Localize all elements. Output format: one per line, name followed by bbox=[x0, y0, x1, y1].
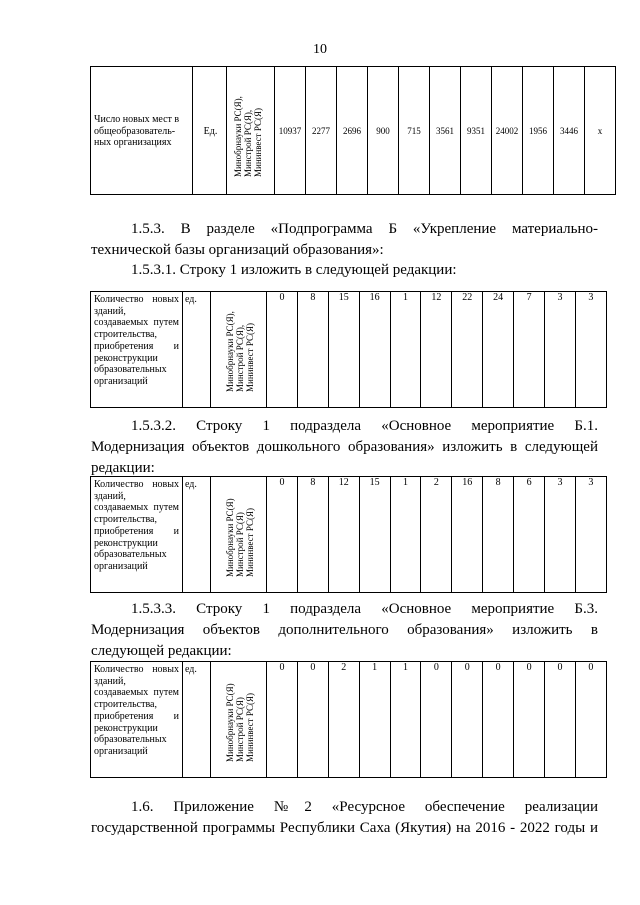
instruction-paragraph bbox=[91, 416, 598, 479]
value-cell: 0 bbox=[575, 662, 606, 778]
responsible-line: Минобрнауки РС(Я), bbox=[225, 311, 235, 392]
text-line: технической базы организаций образования»: bbox=[91, 242, 384, 258]
responsible-line: Минстрой РС(Я), bbox=[243, 109, 253, 177]
value-cell: 0 bbox=[421, 662, 452, 778]
responsible-line: Минстрой РС(Я), bbox=[235, 324, 245, 392]
value-cell: 0 bbox=[483, 662, 514, 778]
responsible-line: Мининвест РС(Я) bbox=[245, 693, 255, 762]
row-label: Число новых мест в общеобразователь-ных организациях bbox=[94, 113, 180, 149]
value-cell: 0 bbox=[267, 662, 298, 778]
value-cell: 3 bbox=[545, 292, 576, 408]
responsible-line: Минобрнауки РС(Я) bbox=[225, 498, 235, 577]
value-cell: 0 bbox=[267, 292, 298, 408]
text-line: 1.5.3. В разделе «Подпрограмма Б «Укрепление материально- bbox=[131, 221, 598, 237]
text-line: Модернизация объектов дошкольного образования» изложить в следующей bbox=[91, 439, 598, 455]
value-cell: 22 bbox=[452, 292, 483, 408]
value-cell: 8 bbox=[297, 477, 328, 593]
value-cell: 2 bbox=[421, 477, 452, 593]
responsible-line: Мининвест РС(Я) bbox=[245, 323, 255, 392]
row-label: Количество новых зданий, создаваемых путем строительства, приобретения и реконструкции образовательных организаций bbox=[94, 479, 179, 572]
unit-cell: Ед. bbox=[203, 126, 218, 137]
unit-cell: ед. bbox=[185, 664, 197, 675]
row-label: Количество новых зданий, создаваемых путем строительства, приобретения и реконструкции образовательных организаций bbox=[94, 294, 179, 387]
value-cell: 900 bbox=[368, 67, 399, 195]
indicator-table-2 bbox=[90, 476, 607, 593]
responsible-line: Мининвест РС(Я) bbox=[253, 108, 263, 177]
value-cell: 3 bbox=[545, 477, 576, 593]
indicator-table-3 bbox=[90, 661, 607, 778]
value-cell: 0 bbox=[452, 662, 483, 778]
indicator-table-1 bbox=[90, 291, 607, 408]
responsible-line: Минобрнауки РС(Я), bbox=[233, 96, 243, 177]
value-cell: 3 bbox=[575, 292, 606, 408]
value-cell: 15 bbox=[359, 477, 390, 593]
value-cell: 0 bbox=[545, 662, 576, 778]
value-cell: 24002 bbox=[492, 67, 523, 195]
value-cell: x bbox=[585, 67, 616, 195]
value-cell: 15 bbox=[328, 292, 359, 408]
value-cell: 3 bbox=[575, 477, 606, 593]
value-cell: 8 bbox=[297, 292, 328, 408]
value-cell: 12 bbox=[421, 292, 452, 408]
value-cell: 2277 bbox=[306, 67, 337, 195]
value-cell: 24 bbox=[483, 292, 514, 408]
value-cell: 9351 bbox=[461, 67, 492, 195]
unit-cell: ед. bbox=[185, 479, 197, 490]
instruction-paragraph bbox=[91, 599, 598, 662]
section-paragraph bbox=[91, 797, 598, 839]
value-cell: 16 bbox=[359, 292, 390, 408]
value-cell: 1 bbox=[359, 662, 390, 778]
text-line: 1.5.3.3. Строку 1 подраздела «Основное мероприятие Б.3. bbox=[131, 601, 598, 617]
value-cell: 3561 bbox=[430, 67, 461, 195]
value-cell: 0 bbox=[297, 662, 328, 778]
value-cell: 0 bbox=[267, 477, 298, 593]
indicator-table-seats bbox=[90, 66, 616, 195]
value-cell: 6 bbox=[514, 477, 545, 593]
page-number: 10 bbox=[313, 42, 327, 57]
value-cell: 10937 bbox=[275, 67, 306, 195]
section-paragraph bbox=[91, 219, 598, 261]
value-cell: 715 bbox=[399, 67, 430, 195]
value-cell: 2696 bbox=[337, 67, 368, 195]
value-cell: 8 bbox=[483, 477, 514, 593]
unit-cell: ед. bbox=[185, 294, 197, 305]
value-cell: 7 bbox=[514, 292, 545, 408]
value-cell: 16 bbox=[452, 477, 483, 593]
value-cell: 1 bbox=[390, 662, 421, 778]
value-cell: 12 bbox=[328, 477, 359, 593]
instruction-paragraph bbox=[91, 260, 598, 281]
text-line: редакции: bbox=[91, 460, 155, 476]
value-cell: 0 bbox=[514, 662, 545, 778]
text-line: следующей редакции: bbox=[91, 643, 232, 659]
value-cell: 1956 bbox=[523, 67, 554, 195]
value-cell: 1 bbox=[390, 292, 421, 408]
value-cell: 3446 bbox=[554, 67, 585, 195]
text-line: 1.5.3.2. Строку 1 подраздела «Основное мероприятие Б.1. bbox=[131, 418, 598, 434]
responsible-line: Минобрнауки РС(Я) bbox=[225, 683, 235, 762]
row-label: Количество новых зданий, создаваемых путем строительства, приобретения и реконструкции образовательных организаций bbox=[94, 664, 179, 757]
text-line: Модернизация объектов дополнительного образования» изложить в bbox=[91, 622, 598, 638]
responsible-line: Минстрой РС(Я) bbox=[235, 512, 245, 577]
responsible-line: Мининвест РС(Я) bbox=[245, 508, 255, 577]
value-cell: 2 bbox=[328, 662, 359, 778]
value-cell: 1 bbox=[390, 477, 421, 593]
text-line: 1.5.3.1. Строку 1 изложить в следующей редакции: bbox=[131, 262, 457, 278]
responsible-line: Минстрой РС(Я) bbox=[235, 697, 245, 762]
text-line: государственной программы Республики Саха (Якутия) на 2016 - 2022 годы и bbox=[91, 820, 598, 836]
text-line: 1.6. Приложение №2 «Ресурсное обеспечение реализации bbox=[131, 799, 598, 815]
